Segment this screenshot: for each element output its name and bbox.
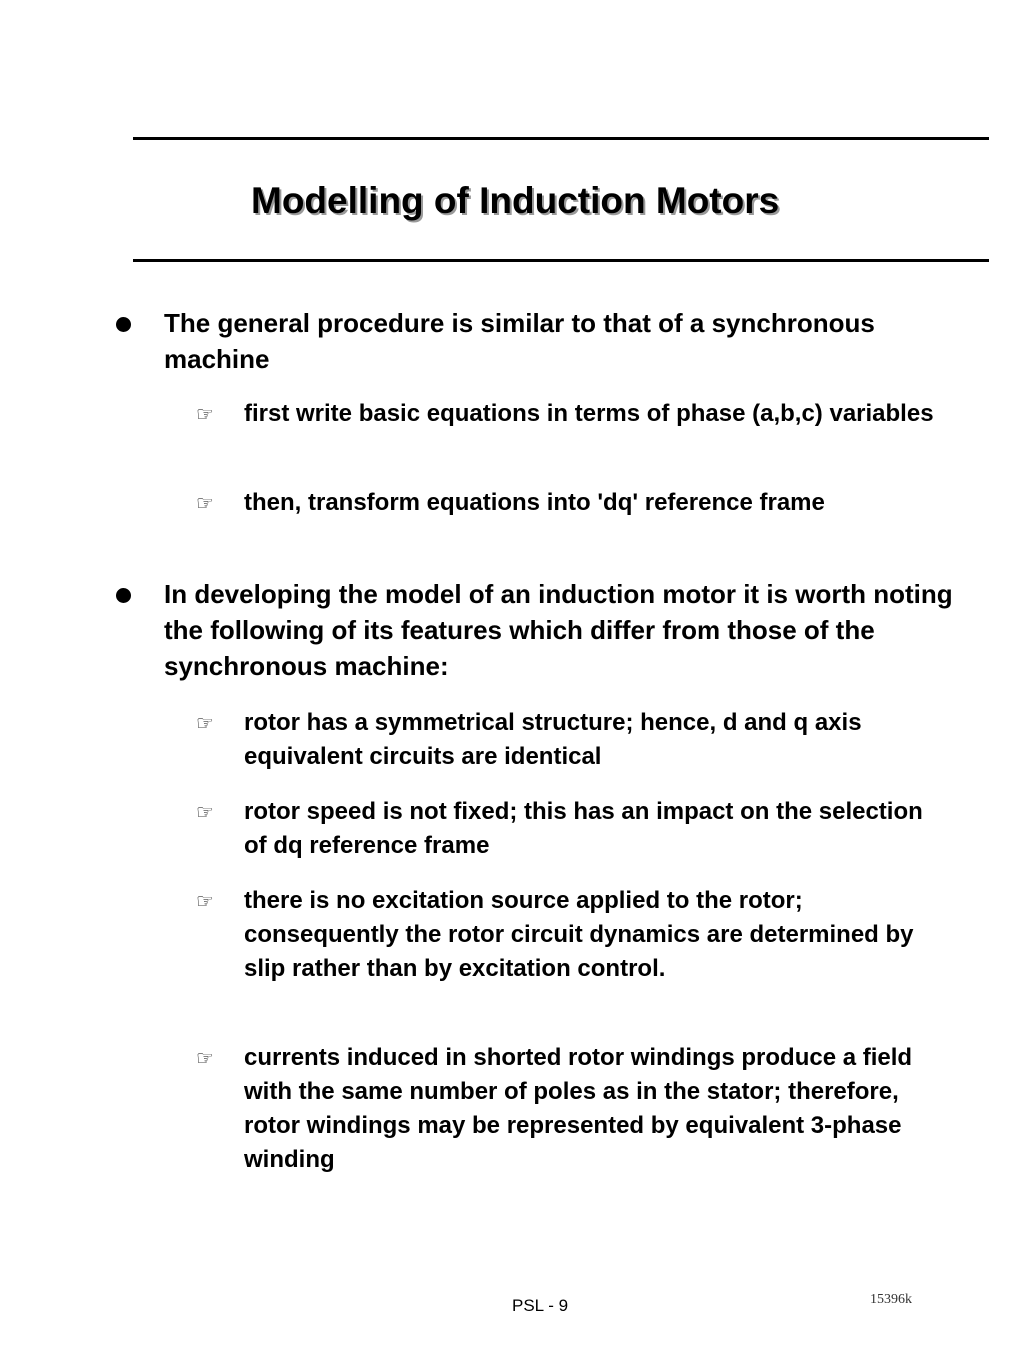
pointing-hand-icon: ☞ [196,402,214,426]
sub-item-text: rotor speed is not fixed; this has an impact on the selection of dq reference frame [244,798,923,859]
pointing-hand-icon: ☞ [196,889,214,913]
pointing-hand-icon: ☞ [196,1046,214,1070]
sub-item [196,706,944,774]
sub-item [196,884,944,986]
sub-item [196,795,944,863]
slide-title: Modelling of Induction Motors [251,180,780,221]
sub-item-text: rotor has a symmetrical structure; hence, d and q axis equivalent circuits are identical [244,709,862,770]
sub-item-text: currents induced in shorted rotor windings produce a field with the same number of poles as in the stator; therefore, rotor windings may be represented by equivalent 3-phase winding [244,1044,913,1173]
sub-item [196,1041,944,1177]
bullet-text: In developing the model of an induction motor it is worth noting the following of its features which differ from those of the synchronous machine: [164,579,953,681]
bullet-item [164,576,954,684]
sub-item-text: then, transform equations into 'dq' reference frame [244,489,825,516]
bullet-dot-icon [116,588,131,603]
bullet-text: The general procedure is similar to that of a synchronous machine [164,308,875,374]
pointing-hand-icon: ☞ [196,491,214,515]
pointing-hand-icon: ☞ [196,711,214,735]
sub-item [196,397,944,431]
top-rule [133,137,989,140]
bullet-item [164,305,954,377]
sub-item-text: first write basic equations in terms of phase (a,b,c) variables [244,400,934,427]
pointing-hand-icon: ☞ [196,800,214,824]
bullet-dot-icon [116,317,131,332]
slide-code: 15396k [870,1292,912,1307]
bottom-rule [133,259,989,262]
sub-item [196,486,944,520]
sub-item-text: there is no excitation source applied to the rotor; consequently the rotor circuit dynamics are determined by slip rather than by excitation control. [244,887,914,982]
page-footer: PSL - 9 [512,1296,569,1315]
